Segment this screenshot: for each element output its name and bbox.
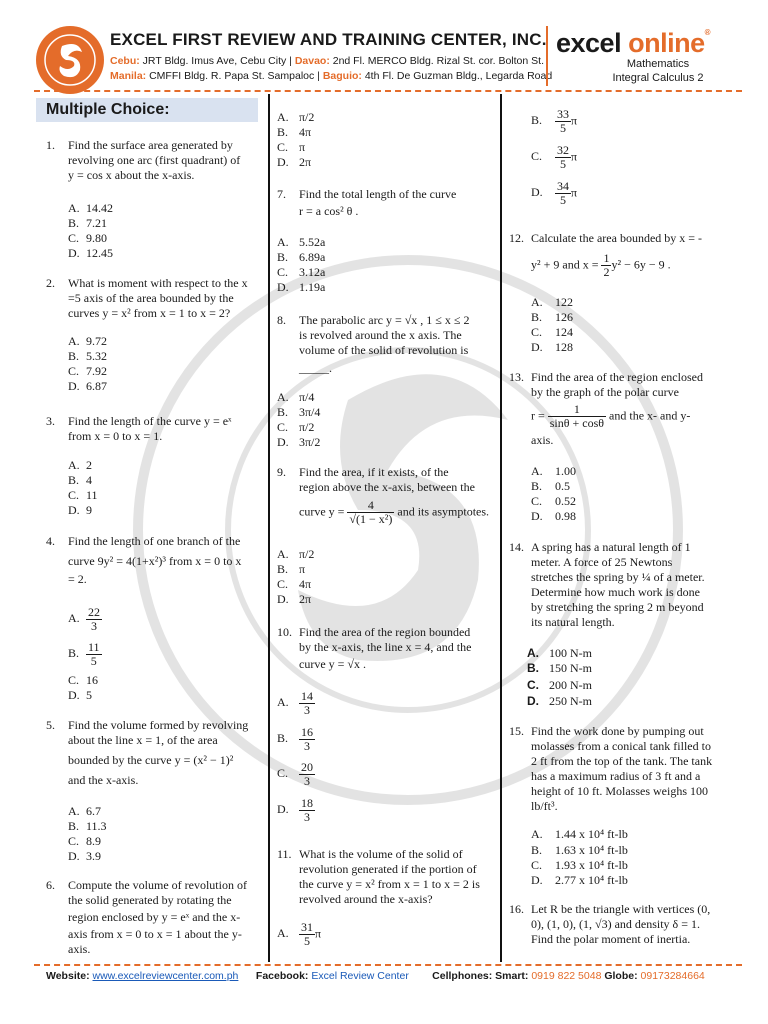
q13-option-b[interactable]: B. 0.5 xyxy=(531,479,570,493)
q11-option-a[interactable]: A. $\frac{31}{5}$ π xyxy=(277,920,322,948)
q4-option-b[interactable]: B. $\frac{11}{5}$ xyxy=(68,640,100,668)
q6-option-a[interactable]: A. π/2 xyxy=(277,110,315,124)
q5-option-a[interactable]: A. 6.7 xyxy=(68,804,101,818)
q2-option-b[interactable]: B. 5.32 xyxy=(68,349,107,363)
q8-option-d[interactable]: D. 3π/2 xyxy=(277,435,321,449)
q1-option-a[interactable]: A. 14.42 xyxy=(68,201,113,215)
q15-option-c[interactable]: C. 1.93 x 10⁴ ft-lb xyxy=(531,858,628,872)
q11-option-c[interactable]: C. $\frac{32}{5}$ π xyxy=(531,143,578,171)
subject-label: Mathematics xyxy=(626,58,690,70)
q15-option-a[interactable]: A. 1.44 x 10⁴ ft-lb xyxy=(531,827,628,841)
brand-logo-text: excel online® xyxy=(556,28,710,58)
q14-option-b[interactable]: B. 150 N-m xyxy=(527,661,592,675)
column-divider-1 xyxy=(268,94,270,962)
q13-option-d[interactable]: D. 0.98 xyxy=(531,509,576,523)
facebook-link[interactable]: Excel Review Center xyxy=(311,970,409,982)
q14-option-d[interactable]: D. 250 N-m xyxy=(527,694,592,708)
q3-option-a[interactable]: A. 2 xyxy=(68,458,92,472)
q12-option-b[interactable]: B. 126 xyxy=(531,310,573,324)
q5-option-b[interactable]: B. 11.3 xyxy=(68,819,107,833)
website-link[interactable]: www.excelreviewcenter.com.ph xyxy=(92,970,239,982)
q6-option-b[interactable]: B. 4π xyxy=(277,125,312,139)
q6-option-d[interactable]: D. 2π xyxy=(277,155,312,169)
q7-option-d[interactable]: D. 1.19a xyxy=(277,280,326,294)
q10-option-a[interactable]: A. $\frac{14}{3}$ xyxy=(277,689,313,717)
address-line-2: Manila: CMFFI Bldg. R. Papa St. Sampaloc | Baguio: 4th Fl. De Guzman Bldg., Legarda Road xyxy=(110,70,553,82)
q8-option-c[interactable]: C. π/2 xyxy=(277,420,315,434)
q11-option-d[interactable]: D. $\frac{34}{5}$ π xyxy=(531,179,578,207)
q7-option-b[interactable]: B. 6.89a xyxy=(277,250,326,264)
q5-option-c[interactable]: C. 8.9 xyxy=(68,834,101,848)
q10-option-b[interactable]: B. $\frac{16}{3}$ xyxy=(277,725,313,753)
q4-option-a[interactable]: A. $\frac{22}{3}$ xyxy=(68,605,100,633)
q13-option-c[interactable]: C. 0.52 xyxy=(531,494,576,508)
course-label: Integral Calculus 2 xyxy=(612,72,704,84)
q9-option-a[interactable]: A. π/2 xyxy=(277,547,315,561)
q14-option-a[interactable]: A. 100 N-m xyxy=(527,646,592,660)
q3-option-d[interactable]: D. 9 xyxy=(68,503,92,517)
q1-option-d[interactable]: D. 12.45 xyxy=(68,246,113,260)
footer-divider xyxy=(34,964,742,966)
q4-option-c[interactable]: C. 16 xyxy=(68,673,98,687)
q1-option-b[interactable]: B. 7.21 xyxy=(68,216,107,230)
q15-option-b[interactable]: B. 1.63 x 10⁴ ft-lb xyxy=(531,843,628,857)
q3-option-c[interactable]: C. 11 xyxy=(68,488,98,502)
q9-option-b[interactable]: B. π xyxy=(277,562,306,576)
company-logo xyxy=(34,24,106,96)
company-title: EXCEL FIRST REVIEW AND TRAINING CENTER, INC. xyxy=(110,30,547,49)
q2-option-d[interactable]: D. 6.87 xyxy=(68,379,107,393)
q10-option-c[interactable]: C. $\frac{20}{3}$ xyxy=(277,760,313,788)
q15-option-d[interactable]: D. 2.77 x 10⁴ ft-lb xyxy=(531,873,628,887)
section-title: Multiple Choice: xyxy=(36,98,258,122)
q4-option-d[interactable]: D. 5 xyxy=(68,688,92,702)
q2-option-c[interactable]: C. 7.92 xyxy=(68,364,107,378)
q8-option-a[interactable]: A. π/4 xyxy=(277,390,315,404)
q12-option-d[interactable]: D. 128 xyxy=(531,340,573,354)
footer: Website: www.excelreviewcenter.com.ph Facebook: Excel Review Center Cellphones: Smart: 0919 822 5048 Globe: 09173284664 xyxy=(46,970,705,982)
column-divider-2 xyxy=(500,94,502,962)
q3-option-b[interactable]: B. 4 xyxy=(68,473,92,487)
q10-option-d[interactable]: D. $\frac{18}{3}$ xyxy=(277,796,313,824)
q9-option-c[interactable]: C. 4π xyxy=(277,577,312,591)
q14-option-c[interactable]: C. 200 N-m xyxy=(527,678,592,692)
q8-option-b[interactable]: B. 3π/4 xyxy=(277,405,321,419)
q11-option-b[interactable]: B. $\frac{33}{5}$ π xyxy=(531,107,578,135)
q9-option-d[interactable]: D. 2π xyxy=(277,592,312,606)
address-line-1: Cebu: JRT Bldg. Imus Ave, Cebu City | Davao: 2nd Fl. MERCO Bldg. Rizal St. cor. Bolton St. xyxy=(110,55,544,67)
header-divider xyxy=(34,90,742,92)
q12-option-c[interactable]: C. 124 xyxy=(531,325,573,339)
q2-option-a[interactable]: A. 9.72 xyxy=(68,334,107,348)
q13-option-a[interactable]: A. 1.00 xyxy=(531,464,576,478)
q6-option-c[interactable]: C. π xyxy=(277,140,306,154)
q5-option-d[interactable]: D. 3.9 xyxy=(68,849,101,863)
q7-option-a[interactable]: A. 5.52a xyxy=(277,235,326,249)
q7-option-c[interactable]: C. 3.12a xyxy=(277,265,326,279)
q1-option-c[interactable]: C. 9.80 xyxy=(68,231,107,245)
q12-option-a[interactable]: A. 122 xyxy=(531,295,573,309)
